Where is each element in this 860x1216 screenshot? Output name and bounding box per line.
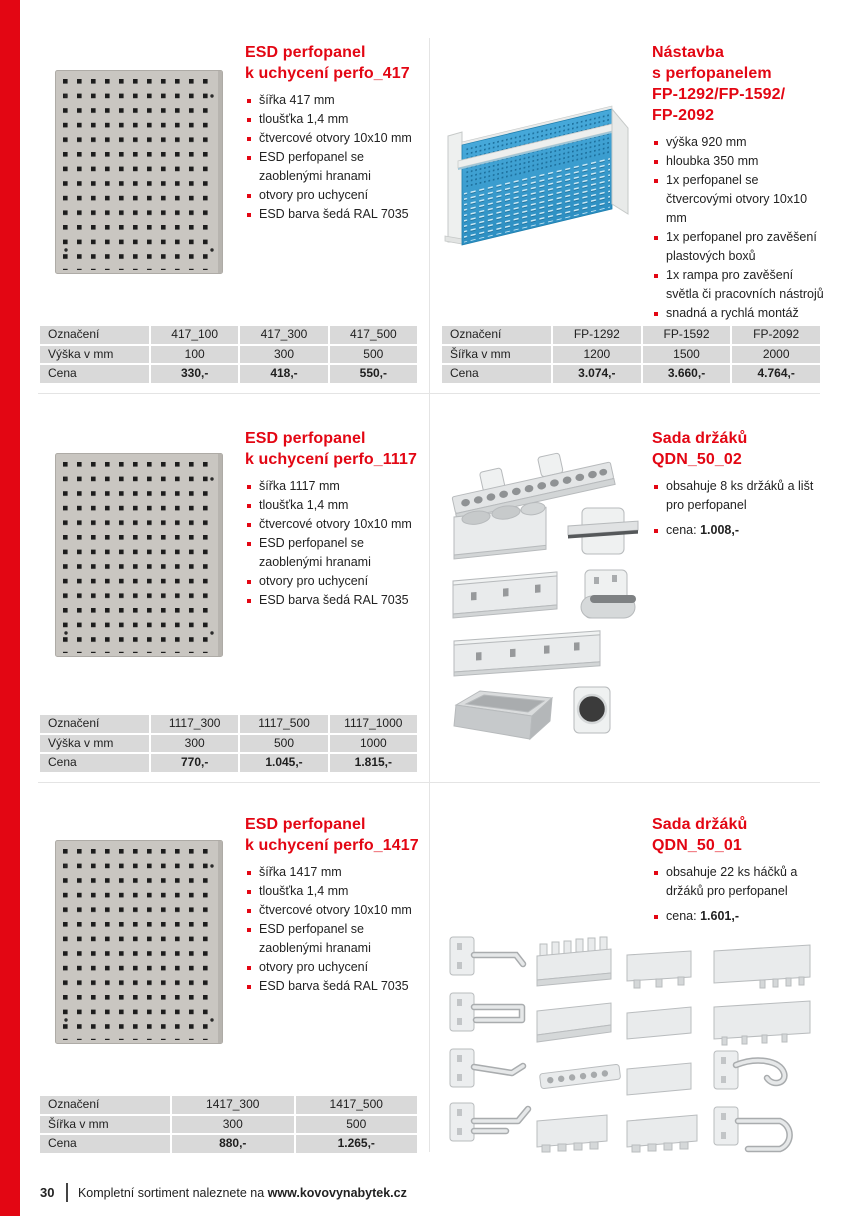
table-cell-value: 880,- bbox=[172, 1135, 294, 1153]
feature-item: čtvercové otvory 10x10 mm bbox=[245, 129, 427, 148]
table-cell-value: 770,- bbox=[151, 754, 238, 772]
title-line: ESD perfopanel bbox=[245, 44, 366, 61]
table-cell-value: 1417_500 bbox=[296, 1096, 418, 1114]
title-line: k uchycení perfo_1117 bbox=[245, 451, 417, 468]
table-cell-value: 3.074,- bbox=[553, 365, 641, 383]
feature-item: ESD perfopanel se zaoblenými hranami bbox=[245, 534, 427, 572]
product-image-nastavba-fp bbox=[440, 90, 640, 253]
table-cell-label: Označení bbox=[40, 1096, 170, 1114]
table-cell-label: Cena bbox=[40, 754, 149, 772]
feature-item: čtvercové otvory 10x10 mm bbox=[245, 901, 427, 920]
table-row bbox=[40, 1116, 417, 1134]
section-title bbox=[245, 428, 427, 470]
table-cell-label: Výška v mm bbox=[40, 346, 149, 364]
section-perfo-417 bbox=[245, 42, 427, 224]
footer-separator bbox=[66, 1183, 68, 1202]
feature-item: tloušťka 1,4 mm bbox=[245, 496, 427, 515]
table-row bbox=[442, 346, 820, 364]
section-qdn5001 bbox=[652, 814, 824, 926]
price-table-perfo-1417 bbox=[40, 1096, 417, 1155]
feature-item: otvory pro uchycení bbox=[245, 958, 427, 977]
table-row bbox=[40, 1096, 417, 1114]
table-row bbox=[40, 735, 417, 753]
feature-item: 1x perfopanel pro zavěšení plastových boxů bbox=[652, 228, 824, 266]
feature-item: snadná a rychlá montáž bbox=[652, 304, 824, 323]
feature-item: obsahuje 8 ks držáků a lišt pro perfopanel bbox=[652, 477, 824, 515]
section-title bbox=[245, 42, 427, 84]
title-line: QDN_50_01 bbox=[652, 837, 742, 854]
title-line: k uchycení perfo_417 bbox=[245, 65, 410, 82]
feature-item: čtvercové otvory 10x10 mm bbox=[245, 515, 427, 534]
table-row-price bbox=[40, 1135, 417, 1153]
table-row-price bbox=[40, 754, 417, 772]
table-cell-value: 3.660,- bbox=[643, 365, 731, 383]
price-item bbox=[652, 907, 824, 926]
product-image-hook-set-qdn5001 bbox=[442, 925, 832, 1175]
table-cell-value: 300 bbox=[240, 346, 327, 364]
feature-item: otvory pro uchycení bbox=[245, 186, 427, 205]
title-line: s perfopanelem bbox=[652, 65, 772, 82]
feature-item: obsahuje 22 ks háčků a držáků pro perfopanel bbox=[652, 863, 824, 901]
table-cell-value: FP-1292 bbox=[553, 326, 641, 344]
table-cell-value: 1500 bbox=[643, 346, 731, 364]
table-cell-value: 1117_500 bbox=[240, 715, 327, 733]
feature-item: šířka 1117 mm bbox=[245, 477, 427, 496]
title-line: FP-2092 bbox=[652, 107, 715, 124]
section-qdn5002 bbox=[652, 428, 824, 540]
product-image-perfopanel-1417 bbox=[55, 840, 223, 1049]
title-line: Nástavba bbox=[652, 44, 724, 61]
table-cell-value: 1417_300 bbox=[172, 1096, 294, 1114]
table-cell-value: 4.764,- bbox=[732, 365, 820, 383]
title-line: ESD perfopanel bbox=[245, 816, 366, 833]
table-cell-value: 418,- bbox=[240, 365, 327, 383]
page-edge-red-bar bbox=[0, 0, 20, 1216]
table-cell-label: Označení bbox=[40, 715, 149, 733]
section-perfo-1417 bbox=[245, 814, 427, 996]
table-cell-value: 417_100 bbox=[151, 326, 238, 344]
footer-text bbox=[78, 1186, 407, 1200]
product-image-perfopanel-1117 bbox=[55, 453, 223, 662]
title-line: ESD perfopanel bbox=[245, 430, 366, 447]
title-line: Sada držáků bbox=[652, 430, 748, 447]
table-cell-value: 500 bbox=[296, 1116, 418, 1134]
table-cell-value: 1.045,- bbox=[240, 754, 327, 772]
feature-item: ESD barva šedá RAL 7035 bbox=[245, 977, 427, 996]
table-cell-label: Šířka v mm bbox=[442, 346, 551, 364]
footer-note: Kompletní sortiment naleznete na bbox=[77, 1185, 265, 1200]
product-image-holder-set-qdn5002 bbox=[442, 425, 642, 755]
footer-website-link[interactable]: www.kovovynabytek.cz bbox=[267, 1185, 407, 1200]
table-cell-value: 100 bbox=[151, 346, 238, 364]
title-line: Sada držáků bbox=[652, 816, 748, 833]
table-cell-value: 417_300 bbox=[240, 326, 327, 344]
section-nastavba-fp bbox=[652, 42, 824, 323]
feature-item: 1x perfopanel se čtvercovými otvory 10x10 mm bbox=[652, 171, 824, 228]
feature-item: šířka 1417 mm bbox=[245, 863, 427, 882]
feature-item: výška 920 mm bbox=[652, 133, 824, 152]
table-cell-value: 2000 bbox=[732, 346, 820, 364]
table-cell-value: 300 bbox=[172, 1116, 294, 1134]
feature-item: ESD barva šedá RAL 7035 bbox=[245, 591, 427, 610]
table-cell-value: 300 bbox=[151, 735, 238, 753]
page-footer bbox=[40, 1183, 407, 1202]
table-row bbox=[40, 326, 417, 344]
section-title bbox=[652, 814, 824, 856]
table-row bbox=[442, 326, 820, 344]
title-line: FP-1292/FP-1592/ bbox=[652, 86, 786, 103]
center-divider bbox=[429, 38, 430, 1152]
table-cell-value: 1.265,- bbox=[296, 1135, 418, 1153]
feature-item: ESD perfopanel se zaoblenými hranami bbox=[245, 920, 427, 958]
price-table-perfo-417 bbox=[40, 326, 417, 385]
table-cell-value: 1117_1000 bbox=[330, 715, 417, 733]
title-line: QDN_50_02 bbox=[652, 451, 742, 468]
table-cell-value: 1000 bbox=[330, 735, 417, 753]
table-row-price bbox=[40, 365, 417, 383]
table-cell-value: 417_500 bbox=[330, 326, 417, 344]
page-number: 30 bbox=[40, 1185, 55, 1200]
table-cell-value: 1200 bbox=[553, 346, 641, 364]
section-divider-2 bbox=[38, 782, 820, 783]
table-cell-value: 330,- bbox=[151, 365, 238, 383]
price-label: cena: bbox=[666, 909, 697, 923]
section-perfo-1117 bbox=[245, 428, 427, 610]
feature-list bbox=[245, 477, 427, 610]
section-title bbox=[652, 42, 824, 126]
feature-list bbox=[652, 133, 824, 323]
table-cell-value: 500 bbox=[330, 346, 417, 364]
feature-item: hloubka 350 mm bbox=[652, 152, 824, 171]
product-image-perfopanel-417 bbox=[55, 70, 223, 279]
table-cell-label: Označení bbox=[40, 326, 149, 344]
table-cell-value: 500 bbox=[240, 735, 327, 753]
price-table-nastavba-fp bbox=[442, 326, 820, 385]
price-table-perfo-1117 bbox=[40, 715, 417, 774]
table-cell-label: Šířka v mm bbox=[40, 1116, 170, 1134]
feature-item: ESD barva šedá RAL 7035 bbox=[245, 205, 427, 224]
price-value: 1.601,- bbox=[700, 909, 739, 923]
feature-list bbox=[245, 863, 427, 996]
feature-item: šířka 417 mm bbox=[245, 91, 427, 110]
table-row bbox=[40, 715, 417, 733]
feature-item: 1x rampa pro zavěšení světla či pracovních nástrojů bbox=[652, 266, 824, 304]
price-label: cena: bbox=[666, 523, 697, 537]
feature-list bbox=[652, 863, 824, 926]
feature-item: tloušťka 1,4 mm bbox=[245, 110, 427, 129]
table-cell-label: Výška v mm bbox=[40, 735, 149, 753]
table-cell-value: 550,- bbox=[330, 365, 417, 383]
table-row-price bbox=[442, 365, 820, 383]
table-cell-value: 1117_300 bbox=[151, 715, 238, 733]
price-value: 1.008,- bbox=[700, 523, 739, 537]
price-item bbox=[652, 521, 824, 540]
table-row bbox=[40, 346, 417, 364]
section-title bbox=[652, 428, 824, 470]
feature-list bbox=[245, 91, 427, 224]
table-cell-value: 1.815,- bbox=[330, 754, 417, 772]
table-cell-label: Cena bbox=[40, 1135, 170, 1153]
feature-list bbox=[652, 477, 824, 540]
table-cell-label: Označení bbox=[442, 326, 551, 344]
title-line: k uchycení perfo_1417 bbox=[245, 837, 419, 854]
table-cell-value: FP-2092 bbox=[732, 326, 820, 344]
table-cell-label: Cena bbox=[442, 365, 551, 383]
feature-item: ESD perfopanel se zaoblenými hranami bbox=[245, 148, 427, 186]
feature-item: otvory pro uchycení bbox=[245, 572, 427, 591]
section-divider-1 bbox=[38, 393, 820, 394]
table-cell-value: FP-1592 bbox=[643, 326, 731, 344]
table-cell-label: Cena bbox=[40, 365, 149, 383]
section-title bbox=[245, 814, 427, 856]
feature-item: tloušťka 1,4 mm bbox=[245, 882, 427, 901]
